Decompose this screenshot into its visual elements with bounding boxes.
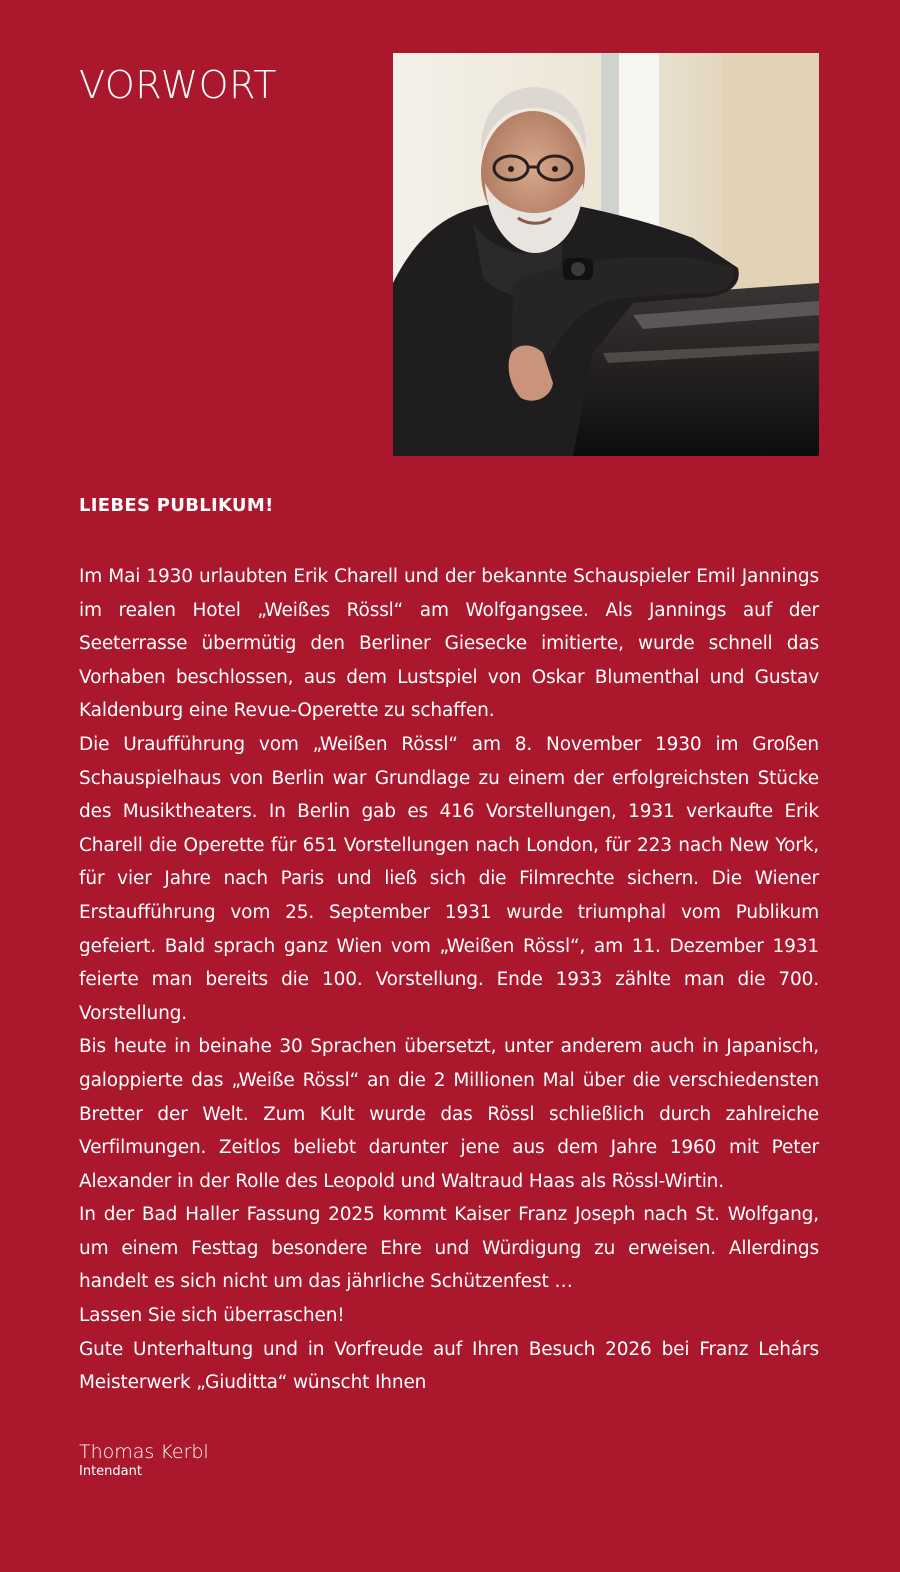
letter-body — [79, 560, 819, 1400]
paragraph-4: In der Bad Haller Fassung 2025 kommt Kaiser Franz Joseph nach St. Wolfgang, um einem Festtag besondere Ehre und Würdigung zu erweisen. Allerdings handelt es sich nicht um das jährliche Schützenfest … — [79, 1204, 819, 1293]
signature-role: Intendant — [79, 1464, 142, 1479]
signature-block — [79, 1440, 209, 1480]
portrait-photo — [393, 53, 819, 456]
signature-name: Thomas Kerbl — [79, 1441, 209, 1463]
paragraph-6: Gute Unterhaltung und in Vorfreude auf Ihren Besuch 2026 bei Franz Lehárs Meisterwerk „Giuditta“ wünscht Ihnen — [79, 1338, 819, 1394]
portrait-illustration — [393, 53, 819, 456]
paragraph-1: Im Mai 1930 urlaubten Erik Charell und der bekannte Schauspieler Emil Jannings im realen Hotel „Weißes Rössl“ am Wolfgangsee. Als Jannings auf der Seeterrasse übermütig den Berliner Giesecke imitierte, wurde schnell das Vorhaben beschlossen, aus dem Lustspiel von Oskar Blumenthal und Gustav Kaldenburg eine Revue-Operette zu schaffen. — [79, 566, 819, 722]
paragraph-2: Die Uraufführung vom „Weißen Rössl“ am 8. November 1930 im Großen Schauspielhaus von Berlin war Grundlage zu einem der erfolgreichsten Stücke des Musiktheaters. In Berlin gab es 416 Vorstellungen, 1931 verkaufte Erik Charell die Operette für 651 Vorstellungen nach London, für 223 nach New York, für vier Jahre nach Paris und ließ sich die Filmrechte sichern. Die Wiener Erstaufführung vom 25. September 1931 wurde triumphal vom Publikum gefeiert. Bald sprach ganz Wien vom „Weißen Rössl“, am 11. Dezember 1931 feierte man bereits die 100. Vorstellung. Ende 1933 zählte man die 700. Vorstellung. — [79, 733, 819, 1024]
paragraph-3: Bis heute in beinahe 30 Sprachen übersetzt, unter anderem auch in Japanisch, galoppierte das „Weiße Rössl“ an die 2 Millionen Mal über die verschiedensten Bretter der Welt. Zum Kult wurde das Rössl schließlich durch zahlreiche Verfilmungen. Zeitlos beliebt darunter jene aus dem Jahre 1960 mit Peter Alexander in der Rolle des Leopold und Waltraud Haas als Rössl-Wirtin. — [79, 1036, 819, 1192]
page-title: VORWORT — [79, 63, 277, 107]
paragraph-5: Lassen Sie sich überraschen! — [79, 1305, 345, 1327]
salutation: LIEBES PUBLIKUM! — [79, 495, 274, 516]
